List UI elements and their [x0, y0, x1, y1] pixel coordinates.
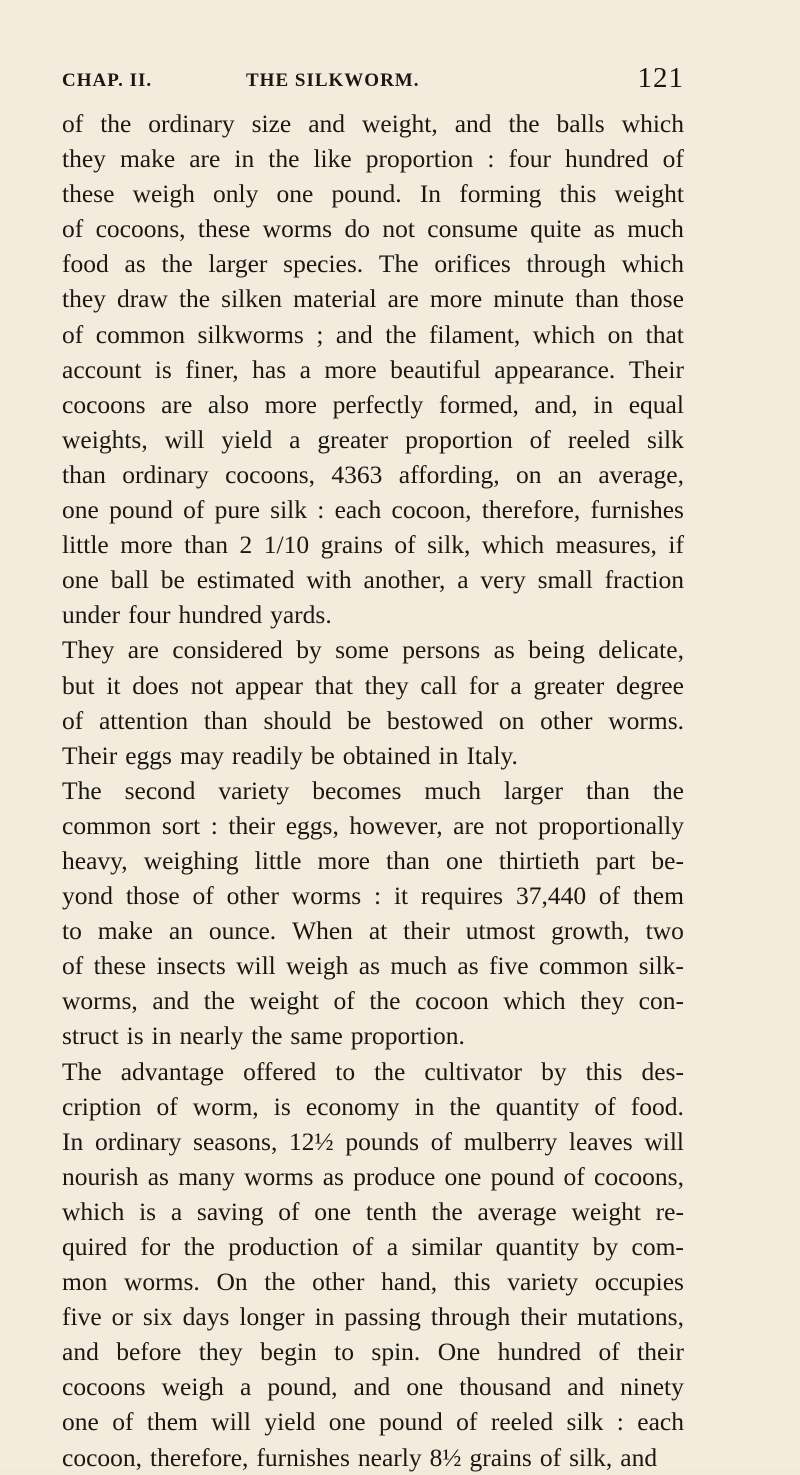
text-line: which is a saving of one tenth the average weight re-	[62, 1196, 684, 1226]
text-line: Their eggs may readily be obtained in Italy.	[62, 740, 518, 770]
text-line: one of them will yield one pound of reeled silk : each	[62, 1407, 684, 1437]
text-line: The second variety becomes much larger than the	[62, 775, 684, 805]
page-number: 121	[637, 62, 684, 94]
text-line: five or six days longer in passing through their mutations,	[62, 1302, 684, 1332]
text-line: to make an ounce. When at their utmost growth, two	[62, 916, 684, 946]
text-line: little more than 2 1/10 grains of silk, which measures, if	[62, 530, 684, 560]
text-line: these weigh only one pound. In forming this weight	[62, 179, 684, 209]
text-line: of common silkworms ; and the filament, which on that	[62, 319, 684, 349]
text-line: common sort : their eggs, however, are not proportionally	[62, 810, 684, 840]
text-line: and before they begin to spin. One hundred of their	[62, 1337, 684, 1367]
text-line: In ordinary seasons, 12½ pounds of mulberry leaves will	[62, 1126, 684, 1156]
text-line: of the ordinary size and weight, and the balls which	[62, 109, 684, 138]
text-line: cription of worm, is economy in the quantity of food.	[62, 1091, 684, 1121]
text-line: one pound of pure silk : each cocoon, therefore, furnishes	[62, 495, 684, 525]
text-line: worms, and the weight of the cocoon which they con-	[62, 986, 684, 1016]
text-line: The advantage offered to the cultivator by this des-	[62, 1056, 684, 1086]
chapter-label: CHAP. II.	[62, 70, 153, 91]
text-line: one ball be estimated with another, a very small fraction	[62, 565, 684, 595]
running-head	[62, 62, 684, 96]
running-title: THE SILKWORM.	[246, 70, 420, 91]
text-line: weights, will yield a greater proportion of reeled silk	[62, 424, 684, 454]
text-line: of attention than should be bestowed on other worms.	[62, 705, 684, 735]
text-line: yond those of other worms : it requires 37,440 of them	[62, 881, 684, 911]
text-line: they draw the silken material are more minute than those	[62, 284, 684, 314]
text-line: of cocoons, these worms do not consume quite as much	[62, 214, 684, 244]
text-line: mon worms. On the other hand, this variety occupies	[62, 1267, 684, 1297]
text-line: but it does not appear that they call for a greater degree	[62, 670, 684, 700]
text-line: cocoons weigh a pound, and one thousand and ninety	[62, 1372, 684, 1402]
text-line: account is finer, has a more beautiful appearance. Their	[62, 354, 684, 384]
text-line: cocoons are also more perfectly formed, and, in equal	[62, 389, 684, 419]
text-line: food as the larger species. The orifices through which	[62, 249, 684, 279]
text-line: under four hundred yards.	[62, 600, 332, 630]
text-line: struct is in nearly the same proportion.	[62, 1021, 465, 1051]
text-line: of these insects will weigh as much as five common silk-	[62, 951, 684, 981]
text-line: they make are in the like proportion : four hundred of	[62, 144, 684, 174]
text-line: quired for the production of a similar quantity by com-	[62, 1232, 684, 1261]
text-line: than ordinary cocoons, 4363 affording, on an average,	[62, 459, 684, 489]
body-text	[62, 106, 684, 1475]
text-line: They are considered by some persons as being delicate,	[62, 635, 684, 665]
text-line: heavy, weighing little more than one thirtieth part be-	[62, 845, 684, 875]
text-line: cocoon, therefore, furnishes nearly 8½ grains of silk, and	[62, 1442, 658, 1472]
text-line: nourish as many worms as produce one pound of cocoons,	[62, 1161, 684, 1191]
